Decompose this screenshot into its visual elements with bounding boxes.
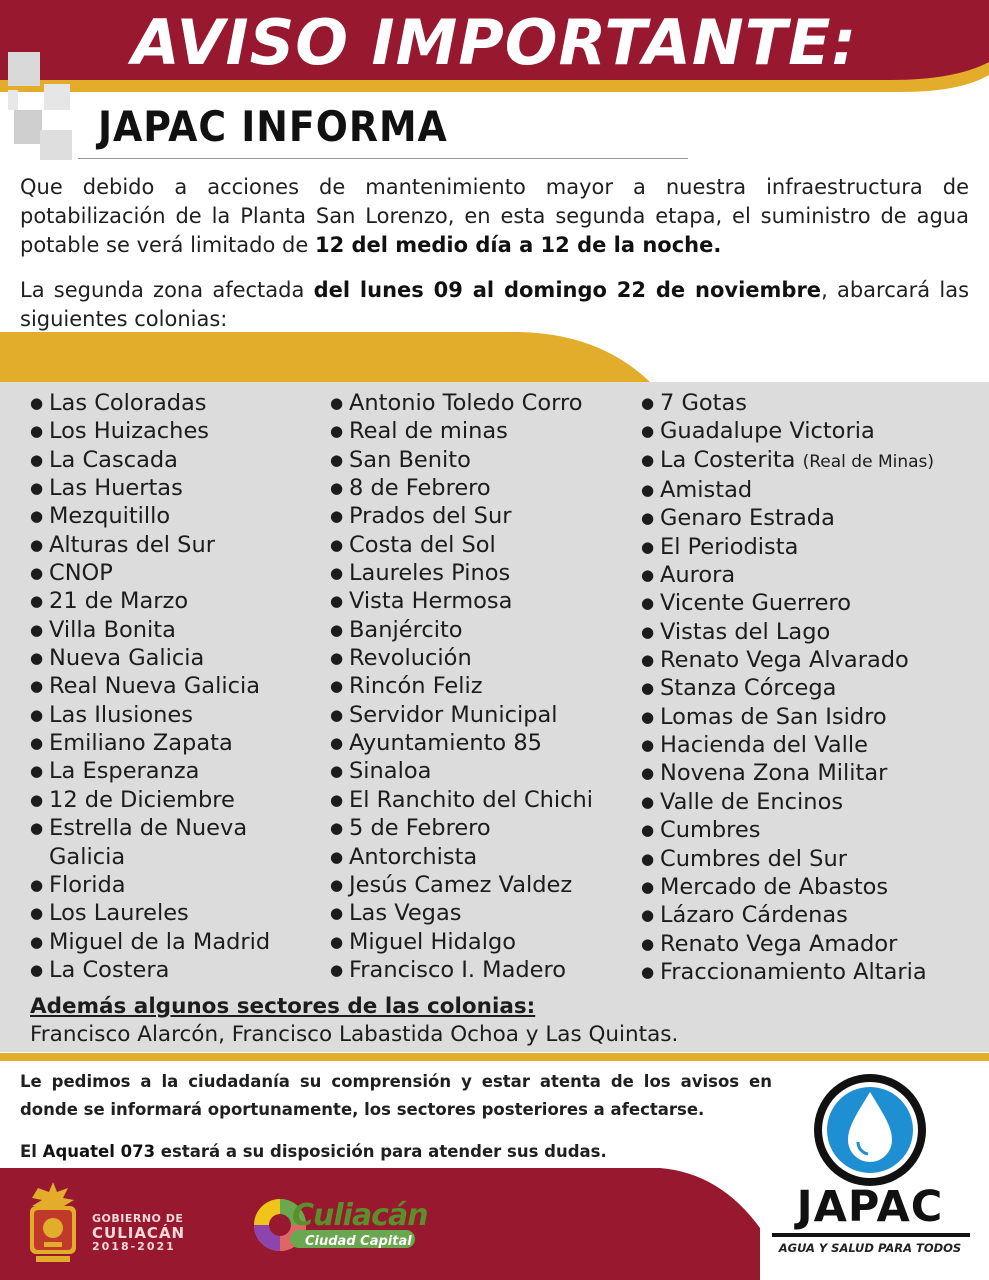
colonias-column-3 <box>641 389 934 986</box>
list-item: ● Lázaro Cárdenas <box>641 901 934 929</box>
list-item: ● Las Vegas <box>330 899 593 927</box>
list-item: ● Jesús Camez Valdez <box>330 871 593 899</box>
extra-sectors-title: Además algunos sectores de las colonias: <box>30 994 536 1019</box>
list-item: ● Mercado de Abastos <box>641 873 934 901</box>
list-item: ● 5 de Febrero <box>330 814 593 842</box>
list-item: ● Revolución <box>330 644 593 672</box>
closing-p2-a: El <box>20 1142 43 1161</box>
list-item: ● Genaro Estrada <box>641 504 934 532</box>
list-item: ● Cumbres <box>641 816 934 844</box>
list-item: ● 21 de Marzo <box>30 587 279 615</box>
list-item: ● Las Ilusiones <box>30 701 279 729</box>
culiacan-logo-text: Culiacán <box>292 1198 428 1233</box>
gob-line-1: GOBIERNO DE <box>92 1212 184 1225</box>
intro-text <box>20 173 969 334</box>
list-item: ● Miguel Hidalgo <box>330 928 593 956</box>
list-item: ● Vicente Guerrero <box>641 589 934 617</box>
list-item: ● Costa del Sol <box>330 531 593 559</box>
list-item: ● 7 Gotas <box>641 389 934 417</box>
closing-text <box>20 1068 772 1166</box>
list-item: ● Valle de Encinos <box>641 788 934 816</box>
list-item: ● La Costera <box>30 956 279 984</box>
list-item: ● Antonio Toledo Corro <box>330 389 593 417</box>
list-item: ● Amistad <box>641 476 934 504</box>
gob-line-3: 2018-2021 <box>92 1240 176 1253</box>
list-item: ● Emiliano Zapata <box>30 729 279 757</box>
list-item: ● Real Nueva Galicia <box>30 672 279 700</box>
list-item: ● Real de minas <box>330 417 593 445</box>
japac-logo-rule <box>772 1233 970 1237</box>
aquatel-number: Aquatel 073 <box>42 1142 156 1161</box>
subtitle: JAPAC INFORMA <box>98 102 448 151</box>
list-item: ● Florida <box>30 871 279 899</box>
list-item: ● La Esperanza <box>30 757 279 785</box>
list-item: ● Las Coloradas <box>30 389 279 417</box>
gob-line-2: CULIACÁN <box>92 1224 186 1242</box>
list-item: ● Villa Bonita <box>30 616 279 644</box>
list-item: ● Francisco I. Madero <box>330 956 593 984</box>
list-item: ● Fraccionamiento Altaria <box>641 958 934 986</box>
list-item: ● Renato Vega Amador <box>641 930 934 958</box>
list-item: ● Prados del Sur <box>330 502 593 530</box>
list-item: ● El Ranchito del Chichi <box>330 786 593 814</box>
gobierno-culiacan-logo-text <box>92 1212 185 1254</box>
closing-paragraph-2 <box>20 1138 772 1166</box>
list-item: ● Banjército <box>330 616 593 644</box>
intro-paragraph-2 <box>20 276 969 334</box>
divider <box>78 158 688 159</box>
water-drop-icon <box>810 1070 930 1190</box>
list-item-note: (Real de Minas) <box>802 451 935 472</box>
list-item: ● Vistas del Lago <box>641 618 934 646</box>
intro-p2-text-a: La segunda zona afectada <box>20 278 314 302</box>
closing-p2-b: estará a su disposición para atender sus dudas. <box>155 1142 607 1161</box>
list-item: ● Guadalupe Victoria <box>641 417 934 445</box>
list-item: ● Nueva Galicia <box>30 644 279 672</box>
list-item: ● Cumbres del Sur <box>641 845 934 873</box>
list-item: ● Lomas de San Isidro <box>641 703 934 731</box>
list-item: ● Stanza Córcega <box>641 674 934 702</box>
list-item: ● Los Huizaches <box>30 417 279 445</box>
list-item: ● Aurora <box>641 561 934 589</box>
intro-p1-bold: 12 del medio día a 12 de la noche. <box>314 233 722 257</box>
culiacan-coat-of-arms-icon <box>22 1180 84 1264</box>
gold-divider <box>0 1053 989 1061</box>
colonias-column-1 <box>30 389 279 984</box>
list-item: ● Novena Zona Militar <box>641 759 934 787</box>
list-item: ● Vista Hermosa <box>330 587 593 615</box>
list-item: ● Alturas del Sur <box>30 531 279 559</box>
culiacan-logo-subtitle: Ciudad Capital <box>305 1234 412 1249</box>
list-item: ● Laureles Pinos <box>330 559 593 587</box>
list-item: ● El Periodista <box>641 533 934 561</box>
list-item-label: La Costerita <box>660 446 796 473</box>
list-item: ● Rincón Feliz <box>330 672 593 700</box>
list-item: ● Renato Vega Alvarado <box>641 646 934 674</box>
list-item <box>641 446 934 476</box>
list-item: ● Los Laureles <box>30 899 279 927</box>
list-item: ● Hacienda del Valle <box>641 731 934 759</box>
intro-paragraph-1 <box>20 173 969 260</box>
japac-logo-text: JAPAC <box>796 1182 944 1232</box>
list-item: ● 8 de Febrero <box>330 474 593 502</box>
list-item: ● Ayuntamiento 85 <box>330 729 593 757</box>
list-item: ● Miguel de la Madrid <box>30 928 279 956</box>
closing-paragraph-1: Le pedimos a la ciudadanía su comprensión y estar atenta de los avisos en donde se informará oportunamente, los sectores posteriores a afectarse. <box>20 1072 772 1119</box>
list-item: ● CNOP <box>30 559 279 587</box>
intro-p2-text-b: , abarcará las siguientes colonias: <box>20 278 970 331</box>
list-item: ● Servidor Municipal <box>330 701 593 729</box>
colonias-column-2 <box>330 389 593 984</box>
list-item: ● Estrella de Nueva Galicia <box>30 814 279 871</box>
list-item: ● Las Huertas <box>30 474 279 502</box>
list-item: ● 12 de Diciembre <box>30 786 279 814</box>
list-item: ● San Benito <box>330 446 593 474</box>
japac-tagline: AGUA Y SALUD PARA TODOS <box>778 1241 962 1255</box>
list-item: ● Mezquitillo <box>30 502 279 530</box>
intro-p2-bold: del lunes 09 al domingo 22 de noviembre <box>313 278 822 302</box>
list-item: ● La Cascada <box>30 446 279 474</box>
page-title: AVISO IMPORTANTE: <box>131 6 858 79</box>
extra-sectors-list: Francisco Alarcón, Francisco Labastida Ochoa y Las Quintas. <box>30 1022 679 1047</box>
list-item: ● Antorchista <box>330 843 593 871</box>
list-item: ● Sinaloa <box>330 757 593 785</box>
intro-p1-text: Que debido a acciones de mantenimiento mayor a nuestra infraestructura de potabilización de la Planta San Lorenzo, en esta segunda etapa, el suministro de agua potable se verá limitado de <box>20 175 969 257</box>
